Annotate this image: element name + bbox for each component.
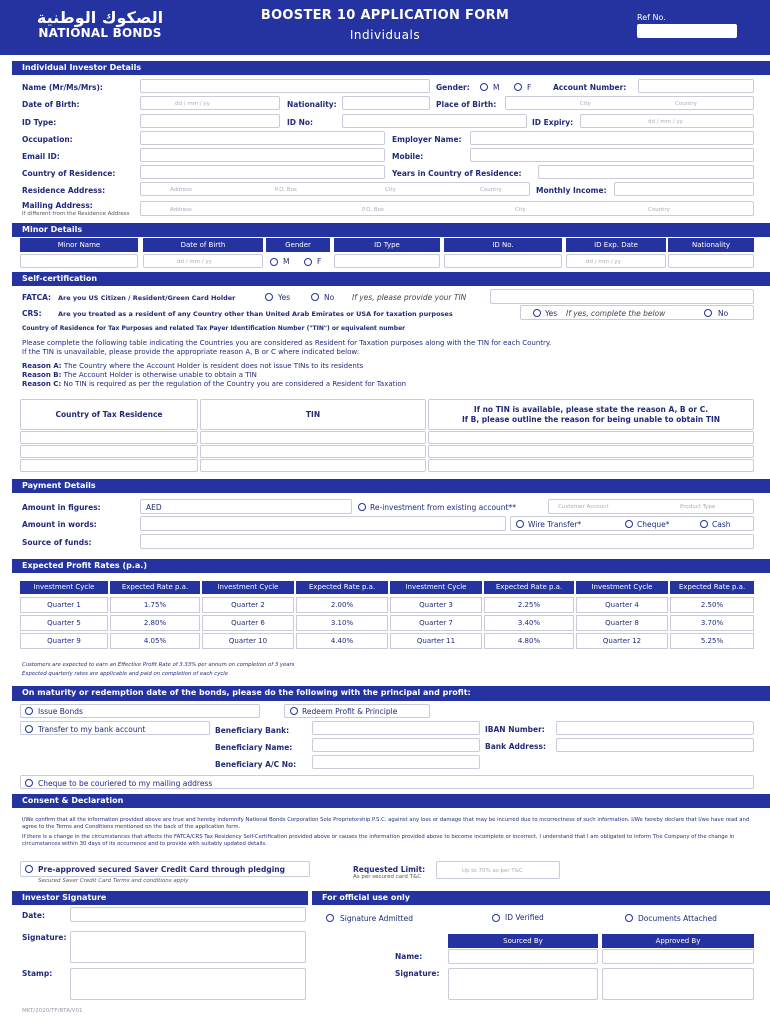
- income-label: Monthly Income:: [536, 186, 607, 195]
- rate-value-cell: 4.40%: [296, 633, 388, 649]
- cheque-pay-radio[interactable]: [625, 520, 633, 528]
- rate-value-cell: 3.40%: [484, 615, 574, 631]
- resaddr-input[interactable]: [140, 182, 530, 196]
- section-consent: Consent & Declaration: [12, 794, 770, 808]
- idtype-input[interactable]: [140, 114, 280, 128]
- mail-pobox-ph: P.O. Box: [362, 207, 385, 213]
- cheque-pay-label: Cheque*: [637, 520, 670, 529]
- consent-text-1: I/We confirm that all the information provided above are true and hereby indemnify National Bonds Corporation Sole Proprietorship P.S.C. against any loss or damage that may be incurred due to incorrectness of such information. I/We hereby declare that I/we have read and agree to the Terms and Conditions mentioned on the back of the application form.: [22, 817, 750, 830]
- rates-col-head: Expected Rate p.a.: [484, 581, 574, 594]
- sig-admitted-checkbox[interactable]: [326, 914, 334, 922]
- bac-label: Beneficiary A/C No:: [215, 760, 297, 769]
- cheque-mat-radio[interactable]: [25, 779, 33, 787]
- dob-input[interactable]: [140, 96, 280, 110]
- logo-arabic: الصكوك الوطنية: [36, 8, 164, 27]
- approved-name-input[interactable]: [602, 949, 754, 964]
- minor-nationality-input[interactable]: [668, 254, 754, 268]
- minor-col-head: Gender: [266, 238, 330, 252]
- crs-label: CRS:: [22, 309, 42, 318]
- reason-c-label: Reason C:: [22, 380, 62, 388]
- sourced-name-input[interactable]: [448, 949, 598, 964]
- mail-city-ph: City: [515, 207, 526, 213]
- tax-cell[interactable]: [20, 431, 198, 444]
- minor-col-head: ID Type: [334, 238, 440, 252]
- tax-cell[interactable]: [428, 459, 754, 472]
- tax-cell[interactable]: [428, 445, 754, 458]
- rate-value-cell: 4.80%: [484, 633, 574, 649]
- tin-para-2: If the TIN is unavailable, please provide the appropriate reason A, B or C where indicated below:: [22, 348, 360, 356]
- gender-m-label: M: [493, 83, 500, 92]
- gender-m-radio[interactable]: [480, 83, 488, 91]
- gender-f-label: F: [527, 83, 532, 92]
- minor-col-head: Minor Name: [20, 238, 138, 252]
- words-input[interactable]: [140, 516, 506, 531]
- nationality-input[interactable]: [342, 96, 430, 110]
- official-sign-label: Signature:: [395, 969, 440, 978]
- figures-label: Amount in figures:: [22, 503, 101, 512]
- crs-yes-radio[interactable]: [533, 309, 541, 317]
- gender-f-radio[interactable]: [514, 83, 522, 91]
- rate-value-cell: 5.25%: [670, 633, 754, 649]
- logo-english: NATIONAL BONDS: [38, 26, 162, 40]
- crs-hint: If yes, complete the below: [566, 309, 666, 318]
- tax-cell[interactable]: [20, 459, 198, 472]
- figures-input[interactable]: [140, 499, 352, 514]
- rate-cycle-cell: Quarter 9: [20, 633, 108, 649]
- id-verified-checkbox[interactable]: [492, 914, 500, 922]
- rate-cycle-cell: Quarter 12: [576, 633, 668, 649]
- issue-radio[interactable]: [25, 707, 33, 715]
- docs-attached-checkbox[interactable]: [625, 914, 633, 922]
- reinvest-label: Re-investment from existing account**: [370, 503, 516, 512]
- card-note: Secured Saver Credit Card Terms and conditions apply: [38, 878, 189, 884]
- fatca-question: Are you US Citizen / Resident/Green Card Holder: [58, 294, 236, 302]
- ref-input[interactable]: [637, 24, 737, 38]
- rate-value-cell: 3.10%: [296, 615, 388, 631]
- crs-question: Are you treated as a resident of any Country other than United Arab Emirates or USA for taxation purposes: [58, 310, 453, 318]
- tin-para-1: Please complete the following table indicating the Countries you are considered as Resident for Taxation purposes along with the TIN for each Country.: [22, 339, 552, 347]
- minor-idexp-ph: dd / mm / yy: [586, 259, 621, 265]
- tax-cell[interactable]: [200, 431, 426, 444]
- rate-value-cell: 2.80%: [110, 615, 200, 631]
- bank-label: Beneficiary Bank:: [215, 726, 290, 735]
- bname-input[interactable]: [312, 738, 480, 752]
- reason-c-text: No TIN is required as per the regulation of the Country you are considered a Resident for Taxation: [63, 380, 407, 388]
- rate-cycle-cell: Quarter 3: [390, 597, 482, 613]
- section-signature: Investor Signature: [12, 891, 308, 905]
- gender-label: Gender:: [436, 83, 470, 92]
- rates-col-head: Investment Cycle: [390, 581, 482, 594]
- pob-input[interactable]: [505, 96, 754, 110]
- reinvest-radio[interactable]: [358, 503, 366, 511]
- minor-name-input[interactable]: [20, 254, 138, 268]
- fatca-yes-label: Yes: [278, 293, 291, 302]
- mail-country-ph: Country: [648, 207, 670, 213]
- rate-cycle-cell: Quarter 11: [390, 633, 482, 649]
- years-input[interactable]: [538, 165, 754, 179]
- minor-col-head: Nationality: [668, 238, 754, 252]
- minor-col-head: ID Exp. Date: [566, 238, 666, 252]
- limit-note: As per secured card T&C: [353, 874, 422, 880]
- minor-m-radio[interactable]: [270, 258, 278, 266]
- card-label: Pre-approved secured Saver Credit Card through pledging: [38, 865, 285, 874]
- redeem-radio[interactable]: [290, 707, 298, 715]
- minor-col-head: Date of Birth: [143, 238, 263, 252]
- rates-col-head: Expected Rate p.a.: [110, 581, 200, 594]
- cash-radio[interactable]: [700, 520, 708, 528]
- mail-address-ph: Address: [170, 207, 192, 213]
- reason-b-text: The Account Holder is otherwise unable to obtain a TIN: [63, 371, 257, 379]
- fatca-no-radio[interactable]: [311, 293, 319, 301]
- sign-input[interactable]: [70, 931, 306, 963]
- rates-col-head: Investment Cycle: [202, 581, 294, 594]
- idexp-label: ID Expiry:: [532, 118, 574, 127]
- rate-value-cell: 1.75%: [110, 597, 200, 613]
- fatca-hint: If yes, please provide your TIN: [352, 293, 467, 302]
- tax-cell[interactable]: [428, 431, 754, 444]
- source-label: Source of funds:: [22, 538, 92, 547]
- source-input[interactable]: [140, 534, 754, 549]
- crs-no-radio[interactable]: [704, 309, 712, 317]
- pob-country-ph: Country: [675, 101, 697, 107]
- consent-text-2: If there is a change in the circumstances that affects the FATCA/CRS Tax Residency Self-Certification provided above or causes the information provided above to become incomplete or incorrect, I understand that I am obligated to inform The Company of the change in circumstances within 30 days of its occurrence and to provide with suitably updated details.: [22, 834, 735, 847]
- minor-m-label: M: [283, 257, 290, 266]
- income-input[interactable]: [614, 182, 754, 196]
- fatca-label: FATCA:: [22, 293, 52, 302]
- idtype-label: ID Type:: [22, 118, 57, 127]
- rate-value-cell: 3.70%: [670, 615, 754, 631]
- employer-label: Employer Name:: [392, 135, 462, 144]
- minor-col-head: ID No.: [444, 238, 562, 252]
- name-input[interactable]: [140, 79, 430, 93]
- rate-value-cell: 2.25%: [484, 597, 574, 613]
- tax-cell[interactable]: [20, 445, 198, 458]
- minor-f-radio[interactable]: [304, 258, 312, 266]
- rate-value-cell: 2.00%: [296, 597, 388, 613]
- nationality-label: Nationality:: [287, 100, 337, 109]
- approved-sign-input[interactable]: [602, 968, 754, 1000]
- wire-label: Wire Transfer*: [528, 520, 582, 529]
- pob-label: Place of Birth:: [436, 100, 497, 109]
- name-label: Name (Mr/Ms/Mrs):: [22, 83, 103, 92]
- redeem-label: Redeem Profit & Principle: [302, 707, 398, 716]
- tax-cell[interactable]: [200, 445, 426, 458]
- dob-label: Date of Birth:: [22, 100, 80, 109]
- section-investor: Individual Investor Details: [12, 61, 770, 75]
- reason-a-label: Reason A:: [22, 362, 62, 370]
- docs-attached-label: Documents Attached: [638, 914, 717, 923]
- transfer-label: Transfer to my bank account: [38, 725, 146, 734]
- official-name-label: Name:: [395, 952, 423, 961]
- id-verified-label: ID Verified: [505, 913, 544, 922]
- transfer-radio[interactable]: [25, 725, 33, 733]
- years-label: Years in Country of Residence:: [392, 169, 522, 178]
- customer-account-ph: Customer Account: [558, 504, 609, 510]
- stamp-input[interactable]: [70, 968, 306, 1000]
- rates-note-1: Customers are expected to earn an Effective Profit Rate of 3.33% per annum on completion of 3 years: [22, 662, 295, 668]
- rates-note-2: Expected quarterly rates are applicable and paid on completion of each cycle: [22, 671, 228, 677]
- pob-city-ph: City: [580, 101, 591, 107]
- account-label: Account Number:: [553, 83, 627, 92]
- fatca-yes-radio[interactable]: [265, 293, 273, 301]
- date-label: Date:: [22, 911, 45, 920]
- crs-yes-label: Yes: [545, 309, 558, 318]
- bname-label: Beneficiary Name:: [215, 743, 293, 752]
- cor-input[interactable]: [140, 165, 385, 179]
- form-title: BOOSTER 10 APPLICATION FORM: [260, 8, 510, 23]
- minor-f-label: F: [317, 257, 322, 266]
- iban-label: IBAN Number:: [485, 725, 545, 734]
- mailing-label: Mailing Address:: [22, 201, 93, 210]
- account-input[interactable]: [638, 79, 754, 93]
- email-label: Email ID:: [22, 152, 60, 161]
- rate-value-cell: 2.50%: [670, 597, 754, 613]
- idexp-placeholder: dd / mm / yy: [648, 119, 683, 125]
- employer-input[interactable]: [470, 131, 754, 145]
- approved-by-head: Approved By: [602, 934, 754, 948]
- idno-label: ID No:: [287, 118, 314, 127]
- rates-col-head: Expected Rate p.a.: [670, 581, 754, 594]
- sig-admitted-label: Signature Admitted: [340, 914, 413, 923]
- occupation-label: Occupation:: [22, 135, 73, 144]
- rate-cycle-cell: Quarter 8: [576, 615, 668, 631]
- tax-col3-label-b: If B, please outline the reason for being unable to obtain TIN: [461, 415, 721, 424]
- mobile-label: Mobile:: [392, 152, 424, 161]
- rates-col-head: Investment Cycle: [20, 581, 108, 594]
- rates-col-head: Investment Cycle: [576, 581, 668, 594]
- form-subtitle: Individuals: [349, 28, 421, 42]
- occupation-input[interactable]: [140, 131, 385, 145]
- minor-idtype-input[interactable]: [334, 254, 440, 268]
- reason-a-text: The Country where the Account Holder is resident does not issue TINs to its residents: [63, 362, 364, 370]
- form-code: MKT/2020/TF/BTA/V01: [22, 1008, 83, 1014]
- res-city-ph: City: [385, 187, 396, 193]
- card-radio[interactable]: [25, 865, 33, 873]
- rates-col-head: Expected Rate p.a.: [296, 581, 388, 594]
- minor-idno-input[interactable]: [444, 254, 562, 268]
- rate-cycle-cell: Quarter 10: [202, 633, 294, 649]
- fatca-no-label: No: [324, 293, 335, 302]
- cash-label: Cash: [712, 520, 731, 529]
- reason-b-label: Reason B:: [22, 371, 62, 379]
- rate-cycle-cell: Quarter 2: [202, 597, 294, 613]
- minor-dob-ph: dd / mm / yy: [177, 259, 212, 265]
- ref-label: Ref No.: [637, 13, 666, 22]
- mailing-note: If different from the Residence Address: [22, 211, 130, 217]
- fatca-tin-input[interactable]: [490, 289, 754, 304]
- crs-no-label: No: [718, 309, 729, 318]
- rate-cycle-cell: Quarter 4: [576, 597, 668, 613]
- section-selfcert: Self-certification: [12, 272, 770, 286]
- baddr-label: Bank Address:: [485, 742, 546, 751]
- rate-cycle-cell: Quarter 7: [390, 615, 482, 631]
- tax-col3-label-a: If no TIN is available, please state the reason A, B or C.: [473, 405, 709, 414]
- sign-label: Signature:: [22, 933, 67, 942]
- dob-placeholder: dd / mm / yy: [175, 101, 210, 107]
- section-rates: Expected Profit Rates (p.a.): [12, 559, 770, 573]
- wire-radio[interactable]: [516, 520, 524, 528]
- tax-cell[interactable]: [200, 459, 426, 472]
- stamp-label: Stamp:: [22, 969, 53, 978]
- tin-title: Country of Residence for Tax Purposes and related Tax Payer Identification Number ("TIN") or equivalent number: [22, 325, 406, 332]
- resaddr-label: Residence Address:: [22, 186, 106, 195]
- section-official: For official use only: [312, 891, 770, 905]
- section-minor: Minor Details: [12, 223, 770, 237]
- currency-label: AED: [146, 503, 162, 512]
- limit-ph: Up to 70% as per T&C: [462, 868, 523, 874]
- bac-input[interactable]: [312, 755, 480, 769]
- rate-cycle-cell: Quarter 6: [202, 615, 294, 631]
- mobile-input[interactable]: [470, 148, 754, 162]
- product-type-ph: Product Type: [680, 504, 716, 510]
- res-country-ph: Country: [480, 187, 502, 193]
- sourced-by-head: Sourced By: [448, 934, 598, 948]
- sourced-sign-input[interactable]: [448, 968, 598, 1000]
- tax-col1-label: Country of Tax Residence: [55, 410, 163, 419]
- res-address-ph: Address: [170, 187, 192, 193]
- bank-input[interactable]: [312, 721, 480, 735]
- cheque-mat-label: Cheque to be couriered to my mailing address: [38, 779, 213, 788]
- idno-input[interactable]: [342, 114, 527, 128]
- limit-label: Requested Limit:: [353, 865, 426, 874]
- rate-value-cell: 4.05%: [110, 633, 200, 649]
- res-pobox-ph: P.O. Box: [275, 187, 298, 193]
- issue-label: Issue Bonds: [38, 707, 83, 716]
- email-input[interactable]: [140, 148, 385, 162]
- section-maturity: On maturity or redemption date of the bonds, please do the following with the principal and profit:: [12, 686, 770, 701]
- rate-cycle-cell: Quarter 5: [20, 615, 108, 631]
- rate-cycle-cell: Quarter 1: [20, 597, 108, 613]
- tax-col2-label: TIN: [305, 410, 321, 419]
- iban-input[interactable]: [556, 721, 754, 735]
- section-payment: Payment Details: [12, 479, 770, 493]
- cor-label: Country of Residence:: [22, 169, 116, 178]
- words-label: Amount in words:: [22, 520, 97, 529]
- baddr-input[interactable]: [556, 738, 754, 752]
- date-input[interactable]: [70, 907, 306, 922]
